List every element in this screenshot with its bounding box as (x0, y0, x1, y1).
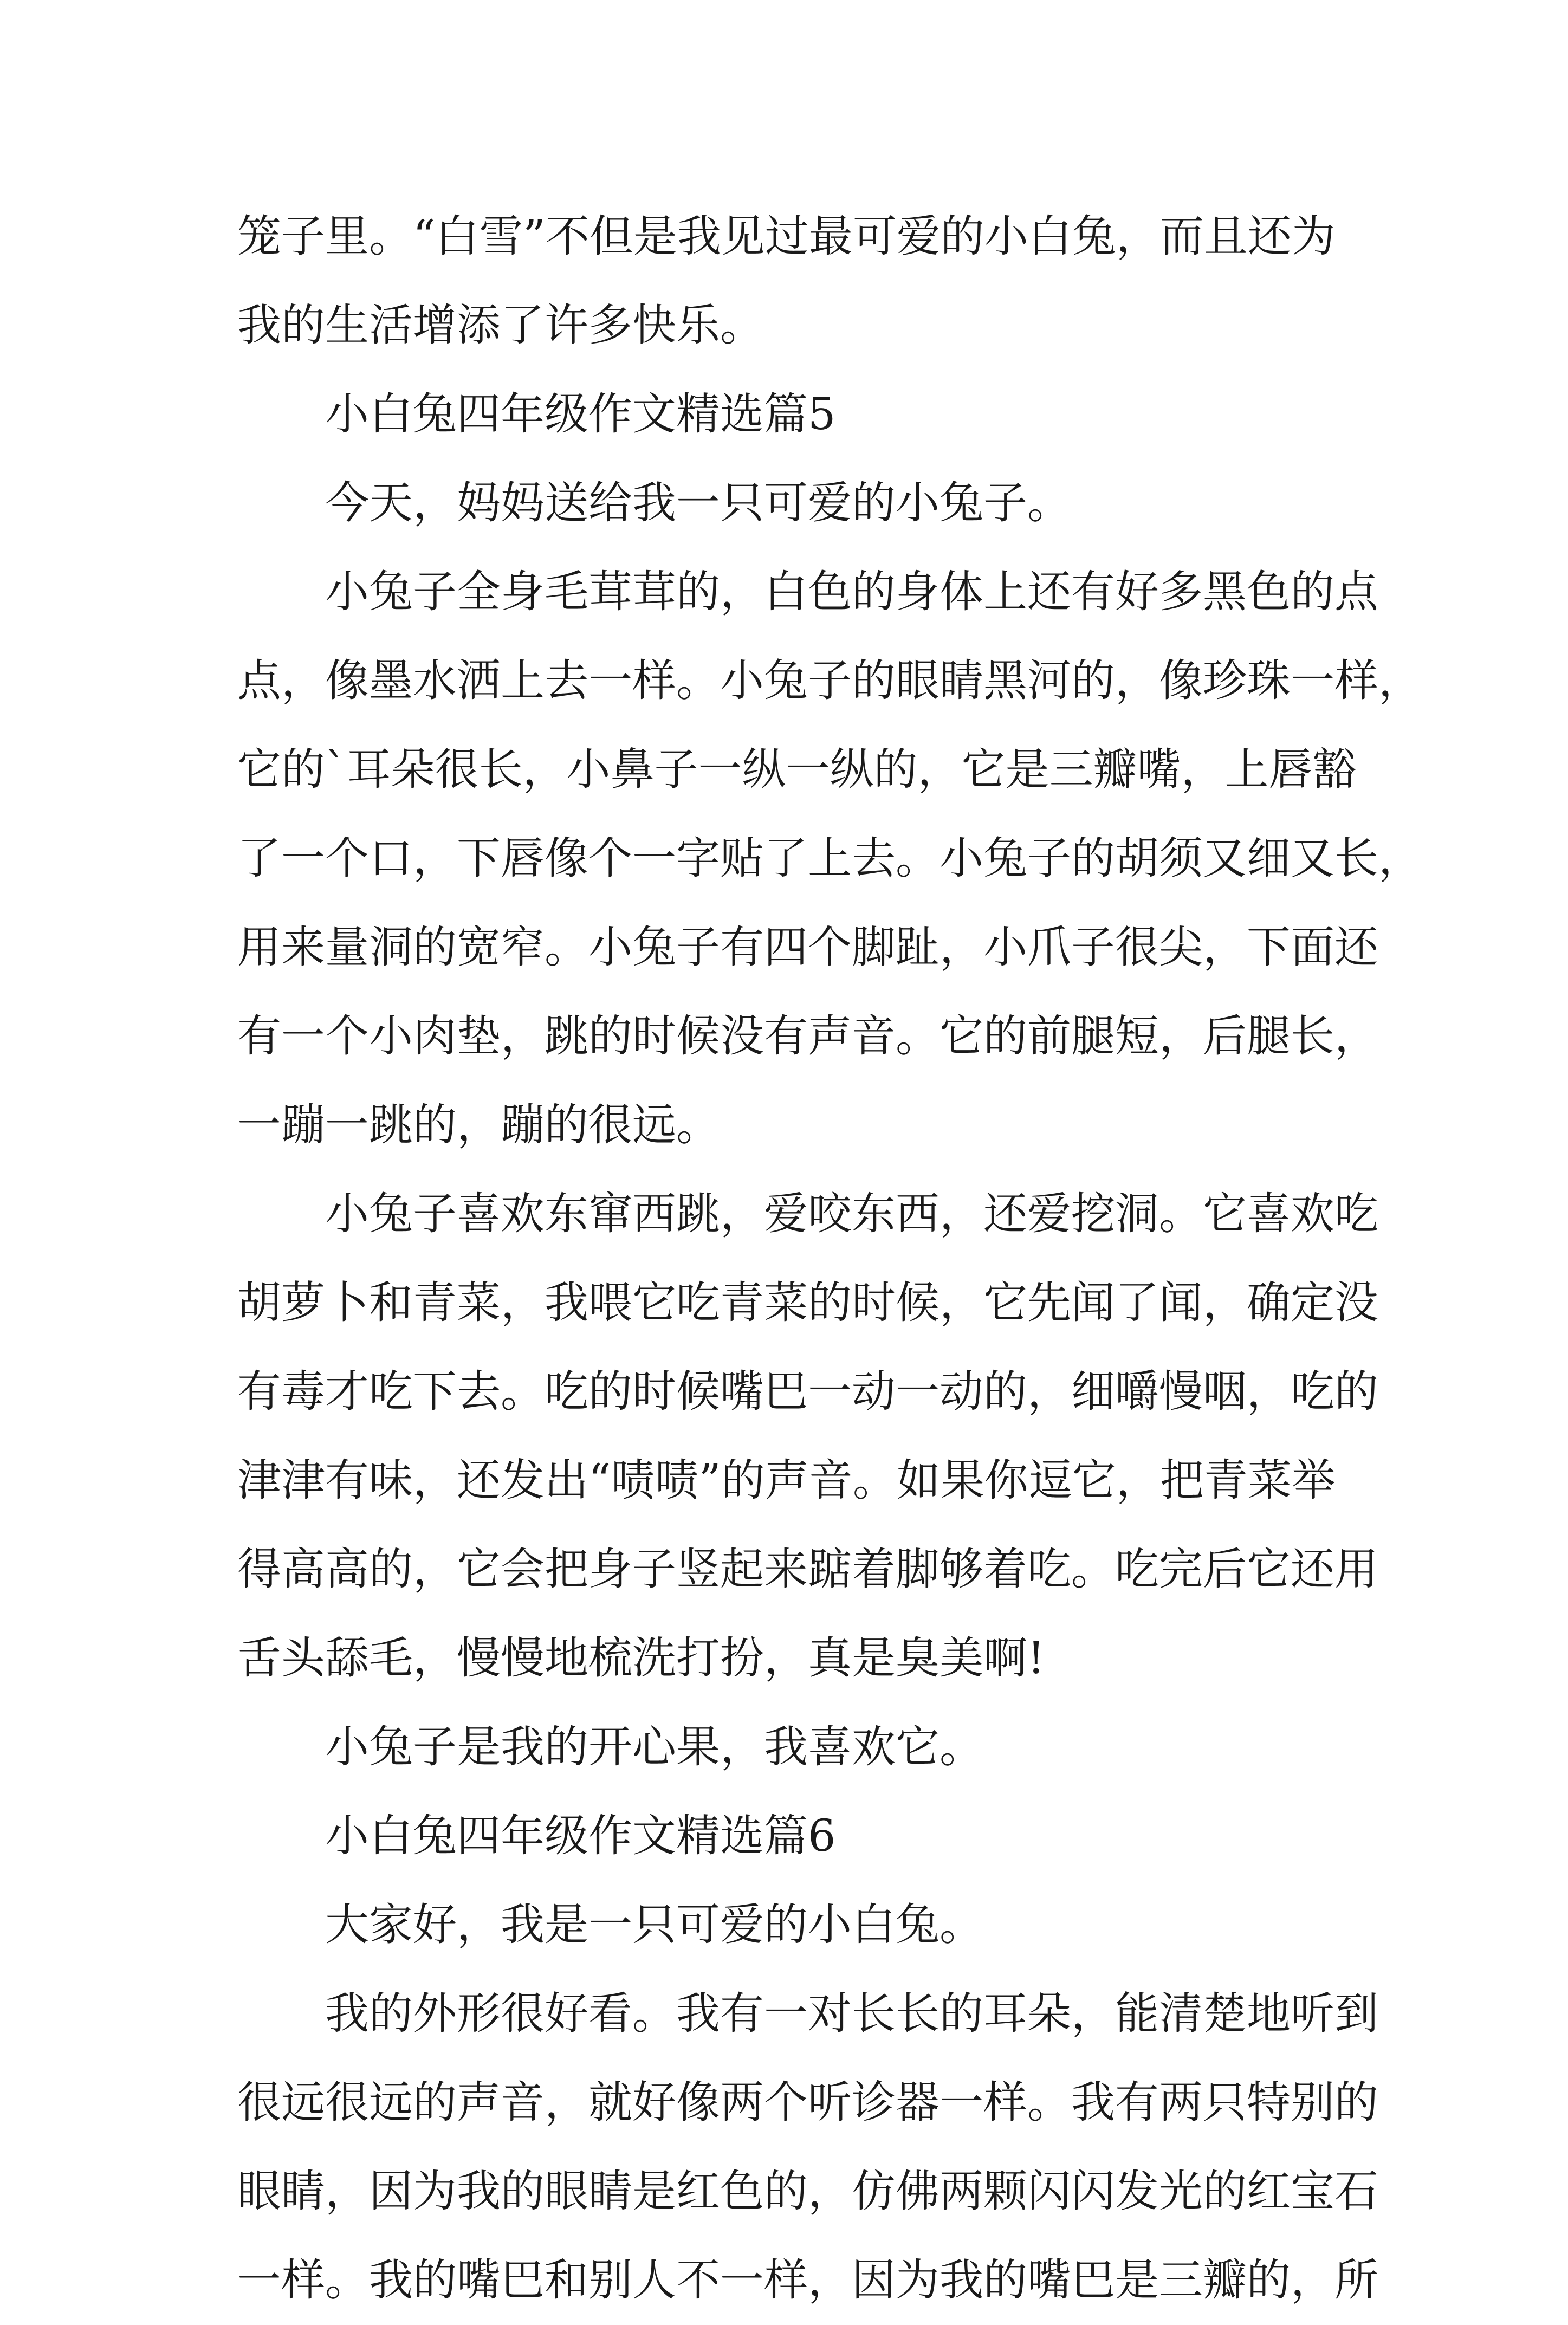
text-line-10: 有一个小肉垫，跳的时候没有声音。它的前腿短，后腿长， (237, 1011, 1379, 1062)
text-line-13: 胡萝卜和青菜，我喂它吃青菜的时候，它先闻了闻，确定没 (237, 1278, 1379, 1329)
text-line-5: 小兔子全身毛茸茸的，白色的身体上还有好多黑色的点 (325, 567, 1379, 618)
text-line-20: 大家好，我是一只可爱的小白兔。 (325, 1900, 984, 1951)
text-line-24: 一样。我的嘴巴和别人不一样，因为我的嘴巴是三瓣的，所 (237, 2255, 1379, 2306)
text-line-7: 它的`耳朵很长，小鼻子一纵一纵的，它是三瓣嘴，上唇豁 (237, 744, 1357, 795)
text-line-16: 得高高的，它会把身子竖起来踮着脚够着吃。吃完后它还用 (237, 1544, 1379, 1595)
text-line-21: 我的外形很好看。我有一对长长的耳朵，能清楚地听到 (325, 1989, 1379, 2039)
document-body (237, 192, 1423, 2325)
text-line-15: 津津有味，还发出“啧啧”的声音。如果你逗它，把青菜举 (237, 1455, 1336, 1506)
text-line-11: 一蹦一跳的，蹦的很远。 (237, 1100, 721, 1151)
text-line-22: 很远很远的声音，就好像两个听诊器一样。我有两只特别的 (237, 2077, 1379, 2128)
text-line-2: 我的生活增添了许多快乐。 (237, 300, 764, 351)
text-line-8: 了一个口，下唇像个一字贴了上去。小兔子的胡须又细又长， (237, 833, 1423, 884)
text-line-4: 今天，妈妈送给我一只可爱的小兔子。 (325, 478, 1072, 529)
text-line-23: 眼睛，因为我的眼睛是红色的，仿佛两颗闪闪发光的红宝石 (237, 2166, 1379, 2217)
section-heading-6: 小白兔四年级作文精选篇6 (325, 1811, 836, 1862)
text-line-14: 有毒才吃下去。吃的时候嘴巴一动一动的，细嚼慢咽，吃的 (237, 1366, 1379, 1417)
text-line-18: 小兔子是我的开心果，我喜欢它。 (325, 1722, 984, 1773)
text-line-1: 笼子里。“白雪”不但是我见过最可爱的小白兔，而且还为 (237, 211, 1336, 262)
section-heading-5: 小白兔四年级作文精选篇5 (325, 389, 836, 440)
text-line-6: 点，像墨水洒上去一样。小兔子的眼睛黑河的，像珍珠一样， (237, 656, 1423, 707)
text-line-17: 舌头舔毛，慢慢地梳洗打扮，真是臭美啊! (237, 1633, 1045, 1684)
text-line-12: 小兔子喜欢东窜西跳，爱咬东西，还爱挖洞。它喜欢吃 (325, 1189, 1379, 1240)
text-line-9: 用来量洞的宽窄。小兔子有四个脚趾，小爪子很尖，下面还 (237, 922, 1379, 973)
